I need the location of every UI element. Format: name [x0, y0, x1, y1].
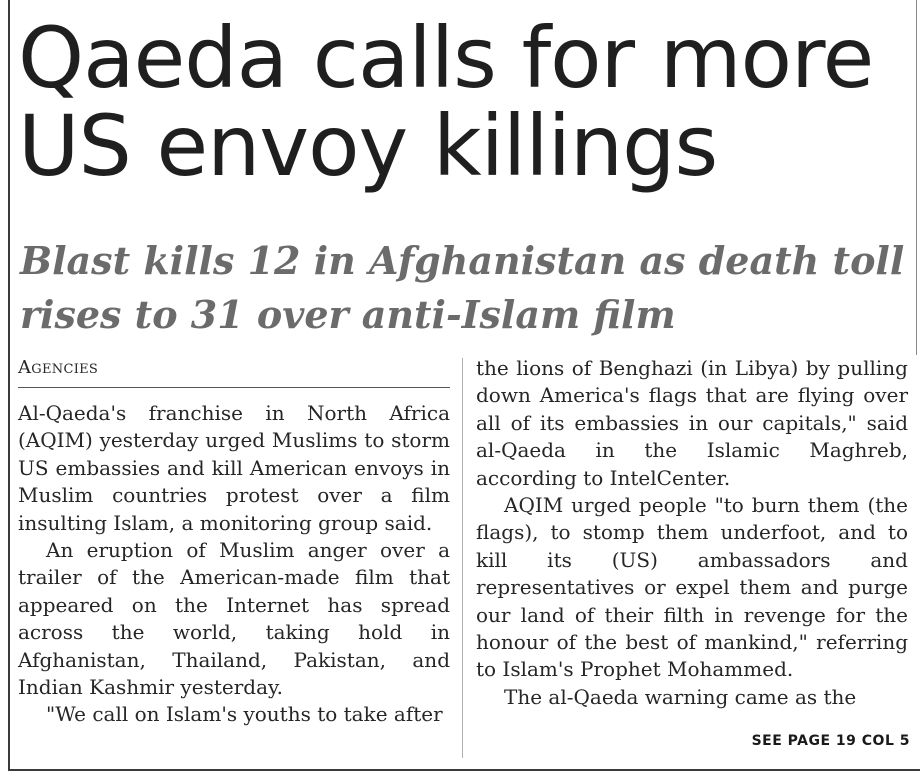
frame-right-rule [916, 0, 917, 355]
frame-left-rule [8, 0, 10, 770]
paragraph: An eruption of Muslim anger over a trailer of the American-made film that appeared on the Internet has spread across the world, taking hold in Afghanistan, Thailand, Pakistan, and Indian Kashmir yesterday. [18, 538, 450, 700]
paragraph: Al-Qaeda's franchise in North Africa (AQIM) yesterday urged Muslims to storm US embassies and kill American envoys in Muslim countries protest over a film insulting Islam, a monitoring group said. [18, 401, 450, 535]
continued-on-page-label: SEE PAGE 19 COL 5 [751, 733, 910, 749]
column-divider [462, 358, 463, 758]
byline: Agencies [18, 355, 450, 388]
subheadline: Blast kills 12 in Afghanistan as death toll rises to 31 over anti-Islam film [20, 238, 905, 337]
headline: Qaeda calls for more US envoy killings [18, 9, 874, 195]
frame-bottom-rule [8, 769, 920, 771]
paragraph: AQIM urged people "to burn them (the flags), to stomp them underfoot, and to kill its (US) ambassadors and representatives or expel them and purge our land of their filth in revenge for the honour of the best of mankind," referring to Islam's Prophet Mohammed. [476, 493, 908, 682]
article-column-2 [476, 355, 908, 711]
paragraph: "We call on Islam's youths to take after [46, 702, 443, 727]
paragraph: The al-Qaeda warning came as the [504, 684, 857, 709]
article-column-1 [18, 355, 450, 729]
paragraph: the lions of Benghazi (in Libya) by pulling down America's flags that are flying over all of its embassies in our capitals," said al-Qaeda in the Islamic Maghreb, according to IntelCenter. [476, 356, 908, 490]
